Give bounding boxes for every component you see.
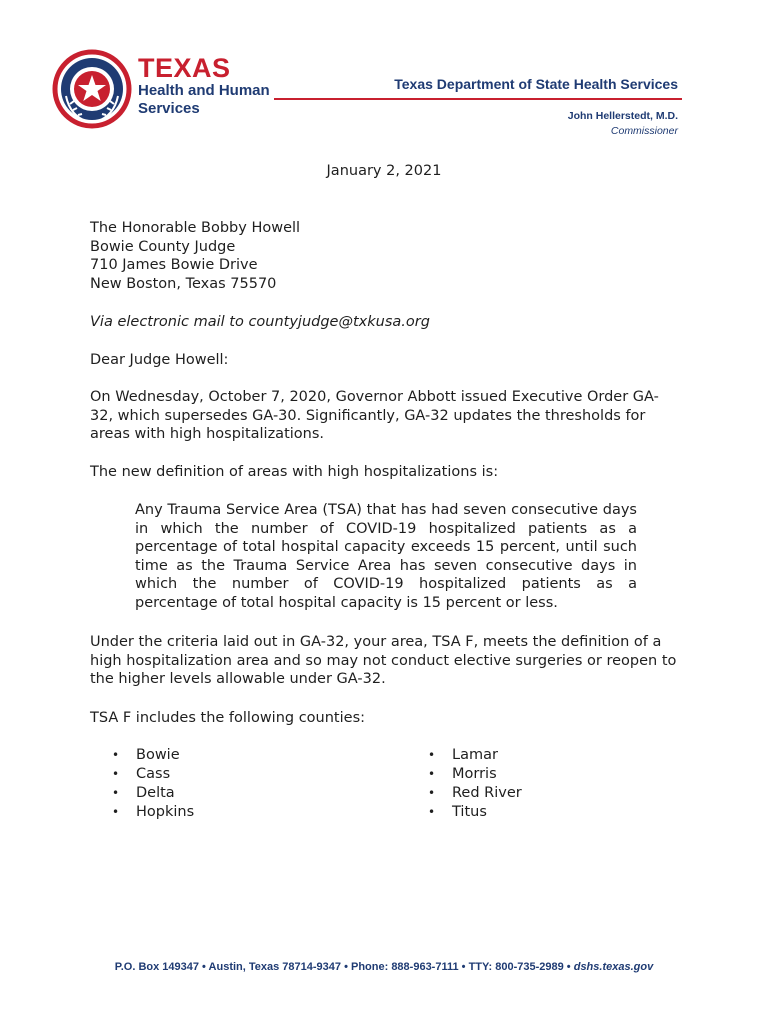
list-item [112, 803, 194, 822]
letter-date: January 2, 2021 [326, 163, 442, 179]
paragraph-executive-order: On Wednesday, October 7, 2020, Governor Abbott issued Executive Order GA-32, which supersedes GA-30. Significantly, GA-32 updates the thresholds for areas with high hospitalizations. [90, 389, 659, 442]
list-item [428, 803, 522, 822]
delivery-note: Via electronic mail to countyjudge@txkusa.org [90, 314, 430, 330]
list-item [112, 765, 194, 784]
county-name: Delta [136, 785, 175, 801]
recipient-address [90, 219, 300, 293]
paragraph-counties-intro: TSA F includes the following counties: [90, 710, 366, 726]
county-name: Titus [452, 804, 487, 820]
county-name: Hopkins [136, 804, 195, 820]
address-line: Bowie County Judge [90, 238, 236, 255]
texas-hhs-seal-icon [52, 44, 132, 134]
county-list-left [112, 746, 194, 822]
commissioner-title: Commissioner [610, 125, 678, 137]
hhs-wordmark [138, 54, 270, 118]
list-item [112, 746, 194, 765]
bullet-icon: • [112, 786, 120, 800]
address-line: New Boston, Texas 75570 [90, 275, 277, 292]
paragraph-definition-intro: The new definition of areas with high hospitalizations is: [90, 464, 499, 480]
county-name: Cass [136, 766, 171, 782]
hhs-wordmark-texas: TEXAS [138, 53, 231, 83]
salutation: Dear Judge Howell: [90, 352, 229, 368]
county-name: Red River [452, 785, 522, 801]
list-item [428, 784, 522, 803]
county-name: Bowie [136, 747, 180, 763]
address-line: The Honorable Bobby Howell [90, 220, 301, 236]
bullet-icon: • [428, 805, 436, 819]
hhs-wordmark-line2: Services [138, 100, 200, 117]
bullet-icon: • [428, 748, 436, 762]
bullet-icon: • [428, 767, 436, 781]
list-item [112, 784, 194, 803]
bullet-icon: • [112, 805, 120, 819]
bullet-icon: • [428, 786, 436, 800]
department-name: Texas Department of State Health Services [394, 76, 678, 92]
address-line: 710 James Bowie Drive [90, 257, 258, 273]
hhs-wordmark-line1: Health and Human [138, 82, 270, 99]
footer-contact [0, 961, 768, 973]
list-item [428, 765, 522, 784]
county-list-right [428, 746, 522, 822]
county-name: Lamar [452, 747, 498, 763]
header-divider [274, 98, 682, 100]
bullet-icon: • [112, 767, 120, 781]
footer-website-link[interactable]: dshs.texas.gov [573, 961, 654, 973]
paragraph-criteria: Under the criteria laid out in GA-32, your area, TSA F, meets the definition of a high hospitalization area and so may not conduct elective surgeries or reopen to the higher levels allowable under GA-32. [90, 634, 677, 687]
block-quote-definition: Any Trauma Service Area (TSA) that has had seven consecutive days in which the number of COVID-19 hospitalized patients as a percentage of total hospital capacity exceeds 15 percent, until such time as the Trauma Service Area has seven consecutive days in which the number of COVID-19 hospitalized patients as a percentage of total hospital capacity is 15 percent or less. [135, 502, 637, 611]
county-name: Morris [452, 766, 497, 782]
bullet-icon: • [112, 748, 120, 762]
footer-address: P.O. Box 149347 • Austin, Texas 78714-9347 • Phone: 888-963-7111 • TTY: 800-735-2989 • [114, 961, 574, 973]
list-item [428, 746, 522, 765]
commissioner-name: John Hellerstedt, M.D. [567, 110, 678, 122]
